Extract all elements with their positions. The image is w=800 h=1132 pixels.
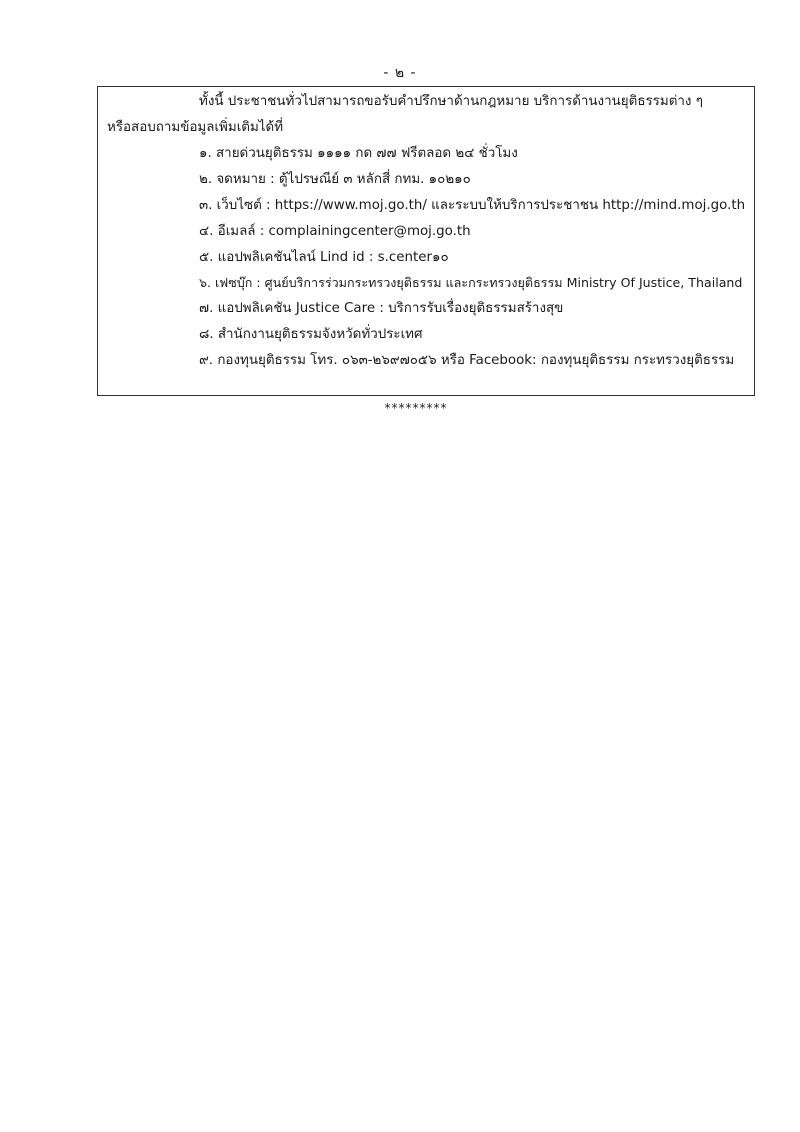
- contact-item-mail: ๒. จดหมาย : ตู้ไปรษณีย์ ๓ หลักสี่ กทม. ๑๐๒๑๐: [199, 172, 471, 187]
- contact-item-line: ๕. แอปพลิเคชันไลน์ Lind id : s.center๑๐: [199, 250, 449, 265]
- page-number: - ๒ -: [383, 65, 417, 81]
- end-of-document-mark: *********: [384, 401, 448, 415]
- contact-item-justice-fund: ๙. กองทุนยุติธรรม โทร. ๐๖๓-๒๖๙๗๐๕๖ หรือ Facebook: กองทุนยุติธรรม กระทรวงยุติธรรม: [199, 353, 735, 368]
- intro-line-2: หรือสอบถามข้อมูลเพิ่มเติมได้ที่: [107, 120, 284, 135]
- contact-item-facebook: ๖. เฟซบุ๊ก : ศูนย์บริการร่วมกระทรวงยุติธรรม และกระทรวงยุติธรรม Ministry Of Justice, Thailand: [199, 275, 743, 290]
- intro-line-1: ทั้งนี้ ประชาชนทั่วไปสามารถขอรับคำปรึกษาด้านกฎหมาย บริการด้านงานยุติธรรมต่าง ๆ: [199, 94, 703, 109]
- contact-item-email: ๔. อีเมลล์ : complainingcenter@moj.go.th: [199, 224, 471, 239]
- contact-info-box: [97, 86, 755, 396]
- contact-item-hotline: ๑. สายด่วนยุติธรรม ๑๑๑๑ กด ๗๗ ฟรีตลอด ๒๔ ชั่วโมง: [199, 146, 518, 161]
- contact-item-app: ๗. แอปพลิเคชัน Justice Care : บริการรับเรื่องยุติธรรมสร้างสุข: [199, 301, 564, 316]
- contact-item-website: ๓. เว็บไซต์ : https://www.moj.go.th/ และระบบให้บริการประชาชน http://mind.moj.go.th: [199, 198, 746, 213]
- contact-item-provincial-offices: ๘. สำนักงานยุติธรรมจังหวัดทั่วประเทศ: [199, 327, 423, 342]
